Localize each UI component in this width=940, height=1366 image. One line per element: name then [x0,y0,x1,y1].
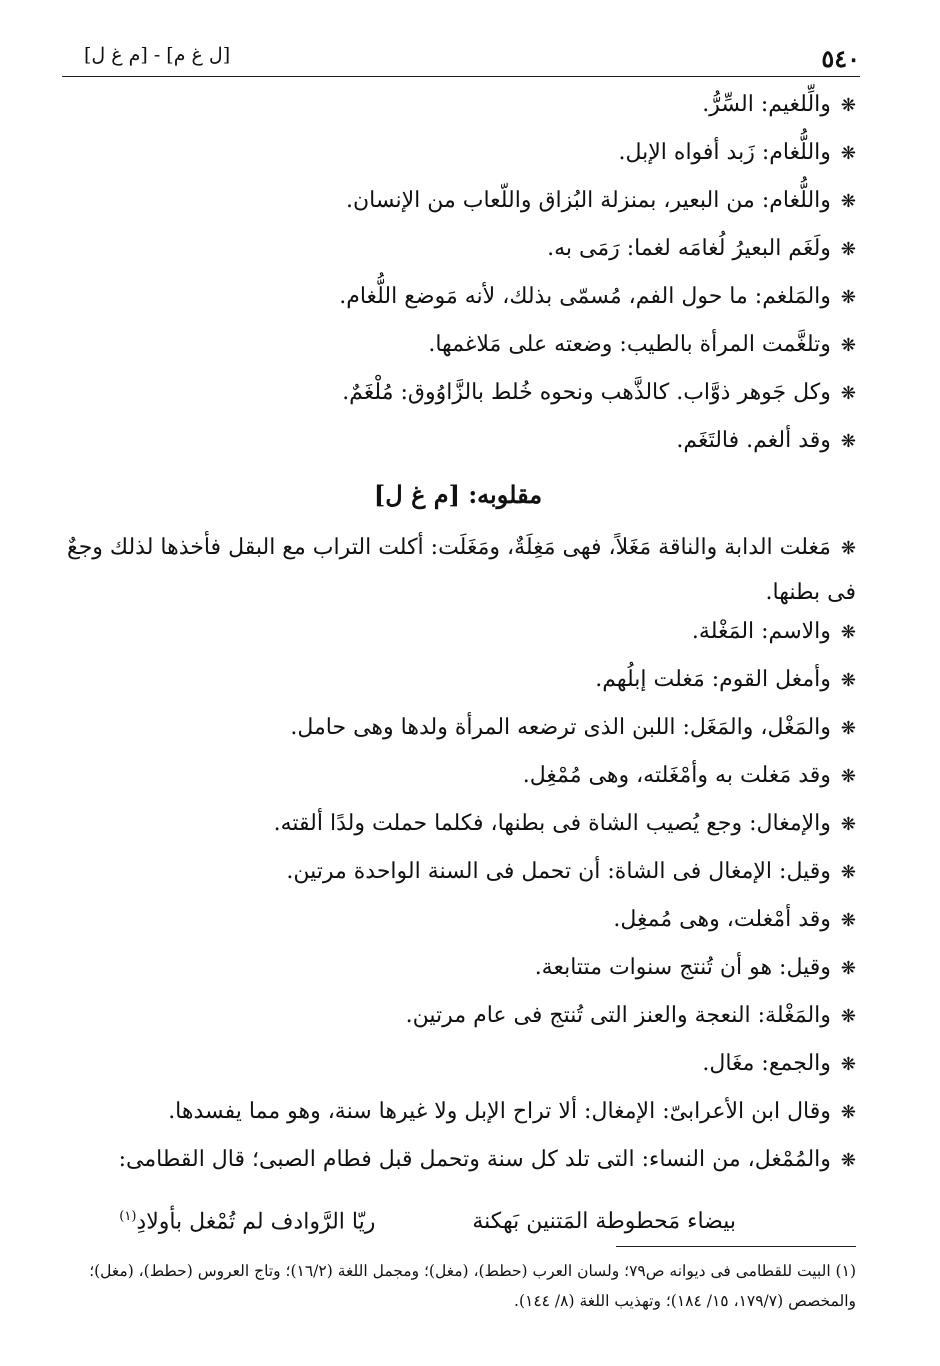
entry [60,1003,856,1051]
entry-marker: ❋ [840,383,856,404]
entry-text: والاسم: المَغْلة. [691,619,831,644]
entry-marker: ❋ [840,287,856,308]
footnote-divider [616,1246,856,1247]
entry [60,284,856,332]
entry-marker: ❋ [840,958,856,979]
entry-text: وقال ابن الأعرابىّ: الإمغال: ألا تراح الإبل ولا غيرها سنة، وهو مما يفسدها. [168,1099,831,1124]
entry-text: واللُّغام: زَبد أفواه الإبل. [618,140,831,165]
entry-marker: ❋ [840,1150,856,1171]
entry [60,667,856,715]
entry [60,428,856,476]
entry-text: والِّلغيم: السِّرُّ. [702,92,831,117]
entry-marker: ❋ [840,910,856,931]
footnote [60,1256,856,1316]
page-number: ٥٤٠ [821,44,860,73]
verse-second-hemistich [119,1195,375,1244]
entry [60,1099,856,1147]
running-head: [ل غ م] - [م غ ل] [84,44,231,66]
entry-marker: ❋ [840,191,856,212]
entry-text: وقد ألغم. فالتَغَم. [676,428,831,453]
entry-text: والمُمْغل، من النساء: التى تلد كل سنة وتحمل قبل فطام الصبى؛ قال القطامى: [118,1147,831,1172]
entry [60,811,856,859]
footnote-marker: (١) [119,1209,137,1224]
entry [60,763,856,811]
entry-marker: ❋ [840,335,856,356]
entry [60,188,856,236]
page-header [62,38,860,78]
entry-text: مَغلت الدابة والناقة مَغَلاً، فهى مَغِلَةٌ، ومَغَلَت: أكلت التراب مع البقل فأخذها لذلك وجعٌ فى بطنها. [66,535,856,605]
entry [60,92,856,140]
entry [60,380,856,428]
entry-marker: ❋ [840,143,856,164]
entry-marker: ❋ [840,718,856,739]
entry-text: وقد أمْغلت، وهى مُمغِل. [613,907,831,932]
section-heading: مقلوبه: [م غ ل] [373,480,543,509]
entry-text: واللُّغام: من البعير، بمنزلة البُزاق واللّعاب من الإنسان. [345,188,831,213]
entry [60,1147,856,1195]
entry-text: وقيل: الإمغال فى الشاة: أن تحمل فى السنة الواحدة مرتين. [286,859,831,884]
dictionary-text [60,92,856,1245]
entry-marker: ❋ [840,538,856,559]
entry-text: وقيل: هو أن تُنتج سنوات متتابعة. [534,955,831,980]
entry [60,859,856,907]
entry-text: والجمع: مغَال. [702,1051,831,1076]
entry-text: والمَلغم: ما حول الفم، مُسمّى بذلك، لأنه مَوضع اللُّغام. [339,284,831,309]
poem-verse [60,1195,856,1245]
entry-text: وكل جَوهر ذوَّاب. كالذَّهب ونحوه خُلط بالزَّاوُوق: مُلْغَمٌ. [342,380,831,405]
entry-marker: ❋ [840,766,856,787]
entry-marker: ❋ [840,814,856,835]
entry-text: وقد مَغلت به وأمْغَلته، وهى مُمْغِل. [522,763,831,788]
entry [60,619,856,667]
entry-marker: ❋ [840,622,856,643]
entry [60,140,856,188]
verse-second-text: ريّا الرَّوادف لم تُمْغل بأولادِ [136,1209,376,1235]
entry [60,332,856,380]
entry-marker: ❋ [840,670,856,691]
header-divider [62,76,860,77]
entry [60,907,856,955]
entry-text: والمَغْلة: النعجة والعنز التى تُنتج فى عام مرتين. [405,1003,831,1028]
entry [60,715,856,763]
entry [60,526,856,615]
verse-first-hemistich: بيضاء مَحطوطة المَتنين بَهكنة [472,1209,736,1235]
entry-marker: ❋ [840,95,856,116]
entry-marker: ❋ [840,1054,856,1075]
footnote-text: (١) البيت للقطامى فى ديوانه ص٧٩؛ ولسان العرب (حطط)، (مغل)؛ ومجمل اللغة (١٦/٢)؛ وتاج العروس (حطط)، (مغل)؛ والمخصص (١٧٩/٧، ١٥/ ١٨٤)؛ وتهذيب اللغة (٨/ ١٤٤). [89,1262,856,1310]
entry-text: وتلغَّمت المرأة بالطيب: وضعته على مَلاغمها. [428,332,831,357]
entry-text: والمَغْل، والمَغَل: اللبن الذى ترضعه المرأة ولدها وهى حامل. [290,715,831,740]
entry-marker: ❋ [840,239,856,260]
entry [60,955,856,1003]
entry-marker: ❋ [840,431,856,452]
entry-marker: ❋ [840,1006,856,1027]
entry-text: والإمغال: وجع يُصيب الشاة فى بطنها، فكلما حملت ولدًا ألقته. [273,811,831,836]
entry-text: وأمغل القوم: مَغلت إبلُهم. [595,667,831,692]
entry [60,1051,856,1099]
entry-marker: ❋ [840,862,856,883]
entry-marker: ❋ [840,1102,856,1123]
entry [60,236,856,284]
entry-text: ولَغَم البعيرُ لُغامَه لغما: رَمَى به. [547,236,831,261]
